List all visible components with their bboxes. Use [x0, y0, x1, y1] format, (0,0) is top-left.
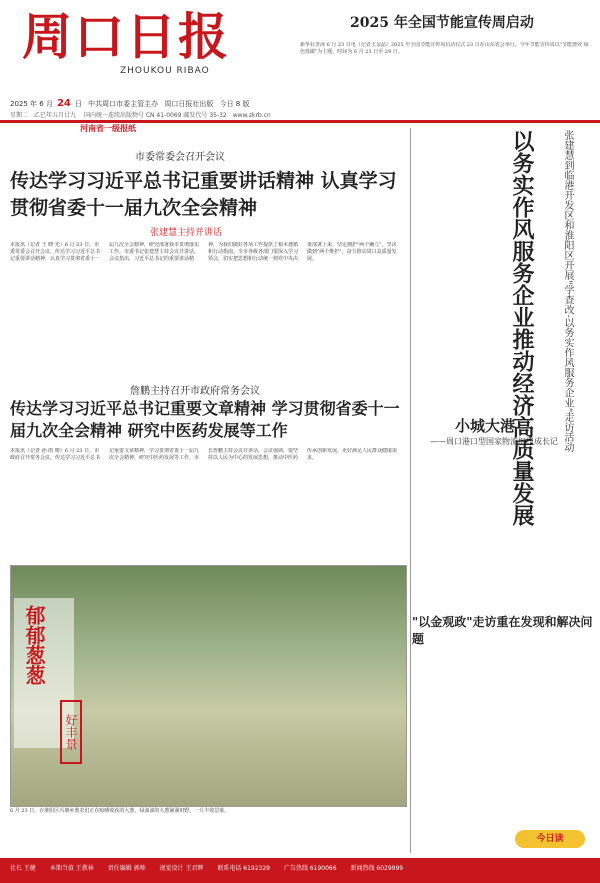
- sidebar-headline[interactable]: 以务实作风服务企业推动经济高质量发展: [509, 130, 535, 526]
- article1-byline: 张建慧主持并讲话: [150, 228, 223, 238]
- date-unit: 日: [74, 100, 82, 108]
- date-year-month: 2025 年 6 月: [10, 100, 53, 108]
- footer-item: 广告热线 6190066: [283, 865, 337, 872]
- column-divider: [410, 128, 411, 853]
- province-band: 河南省一级报纸: [80, 124, 136, 133]
- footer-item: 联系电话 6192329: [217, 865, 271, 872]
- top-headline[interactable]: 2025 年全国节能宣传周启动: [350, 15, 534, 31]
- masthead-title: 周口日报: [22, 7, 230, 66]
- article1-kicker: 市委常委会召开会议: [135, 152, 225, 163]
- weekday: 星期二 乙巳年五月廿九: [10, 112, 77, 119]
- footer-item: 社长 王健: [10, 865, 36, 872]
- today-read-badge[interactable]: 今日读: [515, 830, 585, 848]
- publication-numbers: 国内统一连续出版物号 CN 41-0069 邮发代号 35-32 www.zkrb.cn: [83, 112, 271, 119]
- dateline-item-pages: 今日 8 版: [219, 100, 250, 108]
- article1-body: 本报讯（记者 王 晓 光）6 月 23 日，市委常委会召开会议，传达学习习近平总书记重要讲话精神，认真学习贯彻省委十一届九次全会精神，研究部署我市贯彻落实工作。市委书记张建慧主持会议并讲话。会议指出，习近平总书记的重要讲话精神，为我们做好各项工作提供了根本遵循和行动指南。全市各级各部门要深入学习领会，切实把思想和行动统一到党中央决策部署上来，坚定拥护"两个确立"，坚决做到"两个维护"，奋力推动周口高质量发展。: [10, 242, 397, 263]
- date-day: 24: [56, 98, 71, 109]
- dateline-sub: [10, 110, 590, 119]
- masthead-pinyin: ZHOUKOU RIBAO: [120, 66, 210, 76]
- footer-item: 视觉设计 王君辉: [159, 865, 204, 872]
- article2-body: 本报讯（记者 孙 雨 晴）6 月 23 日，市政府召开常务会议，传达学习习近平总书记重要文章精神，学习贯彻省委十一届九次全会精神，研究中医药发展等工作。市长詹鹏主持会议并讲话。会议强调，要坚持以人民为中心的发展思想，推动中医药传承创新发展，更好满足人民群众健康需求。: [10, 448, 398, 462]
- footer-item: 本期当值 王教林: [49, 865, 94, 872]
- photo-stamp-box: 好丰景: [60, 700, 82, 764]
- dateline-item-sponsor: 中共周口市委主管主办: [88, 100, 159, 108]
- town-headline[interactable]: 小城大港: [455, 417, 516, 435]
- photo-caption: 6 月 23 日，在淮阳区冯塘乡葱农们正在晾晒收获的大葱，绿油油的大葱铺满田野，一片丰收景象。: [10, 808, 230, 814]
- article1-headline[interactable]: 传达学习习近平总书记重要讲话精神 认真学习贯彻省委十一届九次全会精神: [10, 170, 397, 219]
- footer-info: [10, 863, 590, 872]
- footer-item: 责任编辑 郭帅: [107, 865, 146, 872]
- sidebar-subtitle: 张建慧到临港开发区和淮阳区开展"学查改·以务实作风服务企业"走访活动: [562, 130, 573, 453]
- article2-kicker: 詹鹏主持召开市政府常务会议: [130, 386, 260, 397]
- dateline-item-publisher: 周口日报社出版: [164, 100, 214, 108]
- town-subtitle: ——周口港口型国家物流枢纽成长记: [430, 437, 558, 446]
- top-brief: 新华社青海 6 月 23 日电（记者王金晶）2025 年全国节能宣传周启动仪式 23 日在山东省会举行。今年节能宣传周以"节能增效 绿色低碳"为主题，时间为 6 月 23 日至 29 日。: [300, 42, 589, 55]
- commentary-headline[interactable]: "以金观政"走访重在发现和解决问题: [412, 615, 593, 646]
- dateline: [10, 98, 590, 109]
- photo-stamp-text: 郁郁葱葱: [22, 605, 46, 685]
- footer-item: 新闻热线 6029999: [350, 865, 404, 872]
- article2-headline[interactable]: 传达学习习近平总书记重要文章精神 学习贯彻省委十一届九次全会精神 研究中医药发展等工作: [10, 399, 400, 440]
- sidebar-body: [415, 140, 503, 405]
